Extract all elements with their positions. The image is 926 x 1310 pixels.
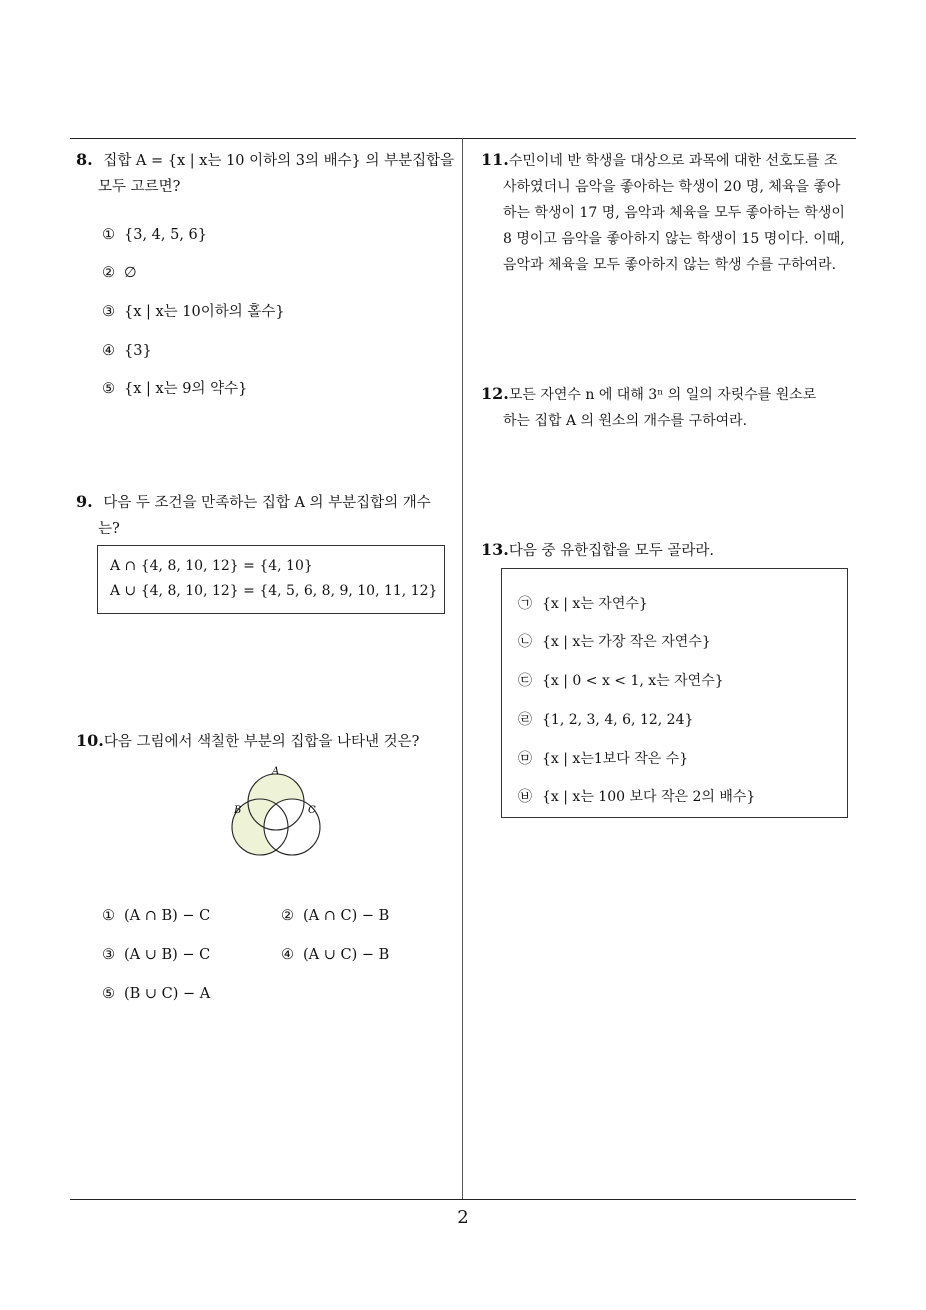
top-rule <box>70 138 856 139</box>
item-1[interactable] <box>518 594 648 614</box>
label-a: A <box>272 766 280 777</box>
question-number: 9. <box>76 492 93 511</box>
option-text: (A ∪ B) − C <box>124 947 211 963</box>
option-mark: ② <box>102 265 115 281</box>
question-9 <box>76 489 461 542</box>
option-5[interactable] <box>102 379 247 399</box>
question-stem-cont: 는? <box>98 521 120 537</box>
item-6[interactable] <box>518 787 755 807</box>
item-mark: ㉠ <box>518 596 532 612</box>
question-stem: 집합 A = {x | x는 10 이하의 3의 배수} 의 부분집합을 <box>103 153 455 169</box>
question-stem: 다음 두 조건을 만족하는 집합 A 의 부분집합의 개수 <box>103 495 431 511</box>
item-mark: ㉢ <box>518 673 532 689</box>
option-text: {3} <box>124 343 152 359</box>
question-stem-cont: 8 명이고 음악을 좋아하지 않는 학생이 15 명이다. 이때, <box>503 231 845 247</box>
question-stem: 모든 자연수 n 에 대해 3ⁿ 의 일의 자릿수를 원소로 <box>508 387 817 403</box>
item-text: {x | x는 100 보다 작은 2의 배수} <box>542 789 756 805</box>
question-stem-cont: 음악과 체육을 모두 좋아하지 않는 학생 수를 구하여라. <box>503 257 837 273</box>
items-box <box>501 568 848 818</box>
item-mark: ㉡ <box>518 634 532 650</box>
item-mark: ㉣ <box>518 712 532 728</box>
option-text: (A ∪ C) − B <box>303 947 390 963</box>
question-stem: 수민이네 반 학생을 대상으로 과목에 대한 선호도를 조 <box>508 153 838 169</box>
option-3[interactable] <box>102 945 210 965</box>
question-number: 8. <box>76 150 93 169</box>
option-mark: ⑤ <box>102 381 115 397</box>
question-11 <box>481 147 859 278</box>
option-mark: ③ <box>102 947 115 963</box>
option-4[interactable] <box>281 945 389 965</box>
option-5[interactable] <box>102 984 210 1004</box>
condition-2: A ∪ {4, 8, 10, 12} = {4, 5, 6, 8, 9, 10, 11, 12} <box>110 583 438 599</box>
option-text: {3, 4, 5, 6} <box>124 227 208 243</box>
option-text: (A ∩ C) − B <box>303 908 390 924</box>
question-stem-cont: 하는 집합 A 의 원소의 개수를 구하여라. <box>503 413 748 429</box>
question-number: 10. <box>76 731 104 750</box>
option-text: (A ∩ B) − C <box>124 908 211 924</box>
item-2[interactable] <box>518 632 711 652</box>
venn-diagram <box>220 762 340 862</box>
item-text: {x | 0 < x < 1, x는 자연수} <box>542 673 724 689</box>
question-number: 12. <box>481 384 509 403</box>
column-divider <box>462 138 463 1200</box>
question-stem-cont: 사하였더니 음악을 좋아하는 학생이 20 명, 체육을 좋아 <box>503 179 841 195</box>
item-text: {x | x는1보다 작은 수} <box>542 751 689 767</box>
option-1[interactable] <box>102 225 207 245</box>
option-2[interactable] <box>102 263 137 283</box>
item-5[interactable] <box>518 749 688 769</box>
label-c: C <box>308 805 316 816</box>
option-mark: ③ <box>102 304 115 320</box>
item-text: {x | x는 자연수} <box>542 596 648 612</box>
question-stem: 다음 중 유한집합을 모두 골라라. <box>508 543 714 559</box>
option-mark: ① <box>102 227 115 243</box>
option-text: (B ∪ C) − A <box>124 986 211 1002</box>
question-stem-cont: 모두 고르면? <box>98 179 181 195</box>
option-2[interactable] <box>281 906 389 926</box>
option-3[interactable] <box>102 302 285 322</box>
option-1[interactable] <box>102 906 210 926</box>
question-number: 11. <box>481 150 509 169</box>
question-13 <box>481 537 859 564</box>
question-number: 13. <box>481 540 509 559</box>
condition-box <box>97 545 445 614</box>
option-mark: ⑤ <box>102 986 115 1002</box>
page-number: 2 <box>457 1207 469 1228</box>
item-mark: ㉥ <box>518 789 532 805</box>
item-mark: ㉤ <box>518 751 532 767</box>
bottom-rule <box>70 1199 856 1200</box>
question-12 <box>481 381 859 434</box>
item-text: {1, 2, 3, 4, 6, 12, 24} <box>542 712 694 728</box>
question-10 <box>76 728 461 755</box>
option-4[interactable] <box>102 341 152 361</box>
item-text: {x | x는 가장 작은 자연수} <box>542 634 711 650</box>
question-stem: 다음 그림에서 색칠한 부분의 집합을 나타낸 것은? <box>103 734 420 750</box>
label-b: B <box>234 805 242 816</box>
option-mark: ④ <box>102 343 115 359</box>
item-4[interactable] <box>518 710 693 730</box>
option-text: ∅ <box>124 265 137 281</box>
option-mark: ④ <box>281 947 294 963</box>
item-3[interactable] <box>518 671 724 691</box>
option-mark: ② <box>281 908 294 924</box>
condition-1: A ∩ {4, 8, 10, 12} = {4, 10} <box>110 558 313 574</box>
question-stem-cont: 하는 학생이 17 명, 음악과 체육을 모두 좋아하는 학생이 <box>503 205 845 221</box>
option-text: {x | x는 10이하의 홀수} <box>124 304 285 320</box>
option-mark: ① <box>102 908 115 924</box>
option-text: {x | x는 9의 약수} <box>124 381 248 397</box>
question-8 <box>76 147 461 200</box>
